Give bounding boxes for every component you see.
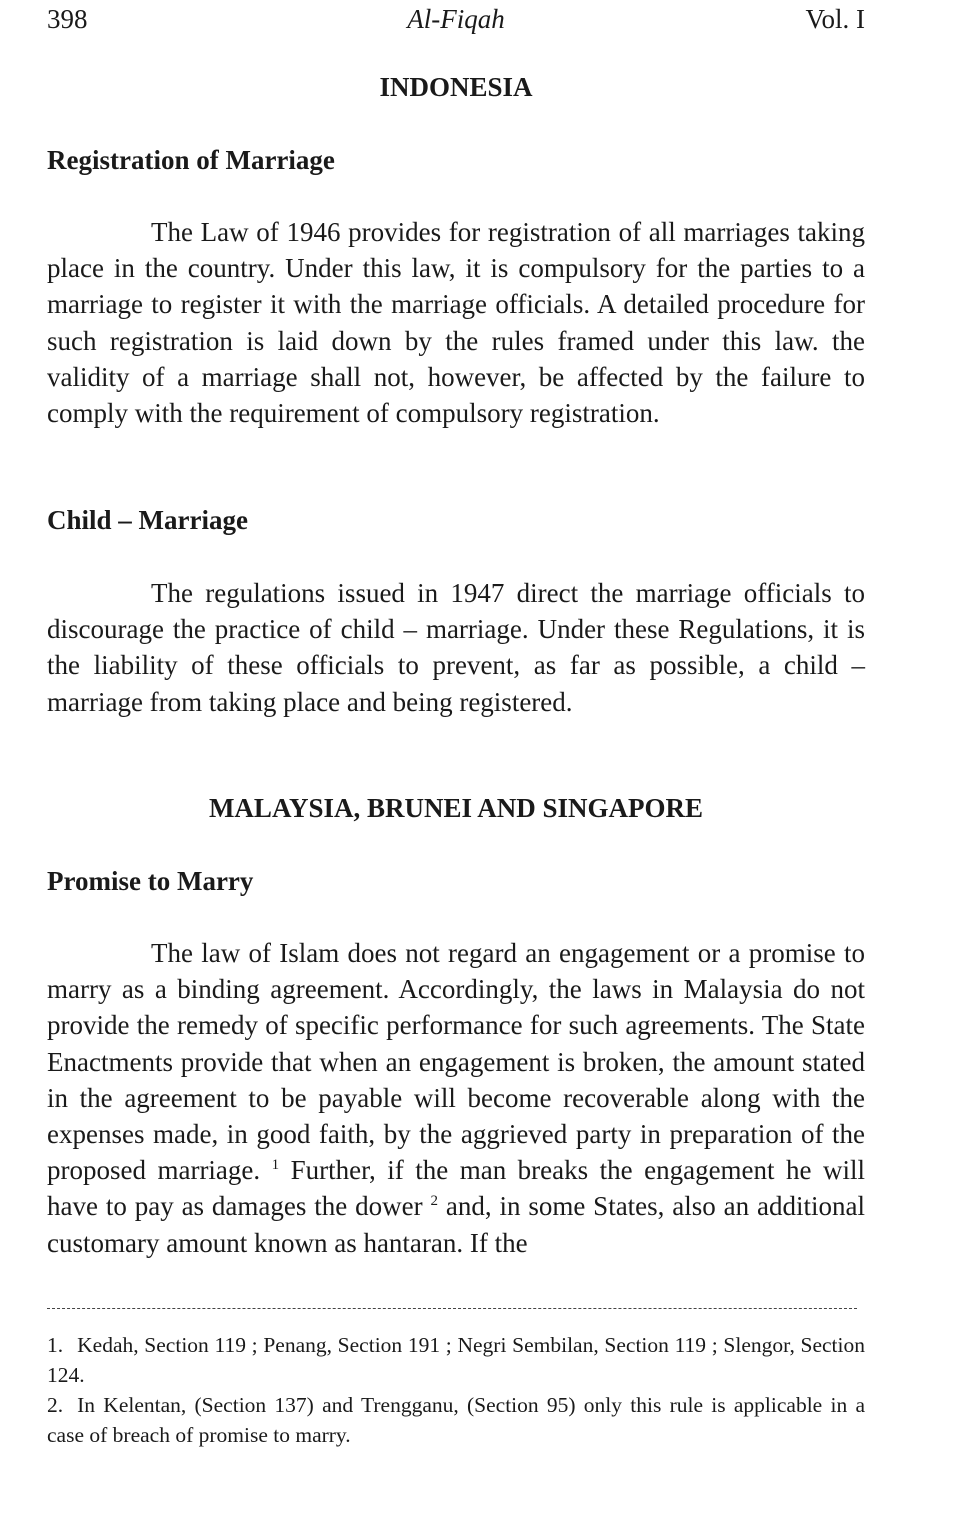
child-marriage-heading: Child – Marriage bbox=[47, 505, 248, 535]
footnote-text: Kedah, Section 119 ; Penang, Section 191 ; Negri Sembilan, Section 119 ; Slengor, Section 124. bbox=[47, 1333, 865, 1387]
running-head bbox=[47, 2, 865, 36]
footnote bbox=[47, 1390, 865, 1450]
footnote-ref-1[interactable]: 1 bbox=[271, 1157, 280, 1174]
volume-label: Vol. I bbox=[805, 4, 865, 34]
footnote-text: In Kelentan, (Section 137) and Trengganu, (Section 95) only this rule is applicable in a case of breach of promise to marry. bbox=[47, 1393, 865, 1447]
child-marriage-paragraph: The regulations issued in 1947 direct the marriage officials to discourage the practice of child – marriage. Under these Regulations, it is the liability of these officials to prevent, as far as possible, a child – marriage from taking place and being registered. bbox=[47, 578, 865, 717]
footnote-divider bbox=[47, 1308, 857, 1309]
footnote-ref-2[interactable]: 2 bbox=[430, 1193, 438, 1210]
footnote bbox=[47, 1330, 865, 1390]
footnotes bbox=[47, 1330, 865, 1450]
indonesia-heading: INDONESIA bbox=[379, 72, 533, 102]
promise-text-part-2: Further, if the man breaks the engagement he will have to pay as damages the dower bbox=[47, 1155, 865, 1222]
promise-text-part-3: and, in some States, also an additional customary amount known as hantaran. If the bbox=[47, 1191, 865, 1258]
footnote-number: 1. bbox=[47, 1333, 64, 1357]
registration-paragraph: The Law of 1946 provides for registration of all marriages taking place in the country. Under this law, it is compulsory for the parties to a marriage to register it with the marriage officials. A detailed procedure for such registration is laid down by the rules framed under this law. the validity of a marriage shall not, however, be affected by the failure to comply with the requirement of compulsory registration. bbox=[47, 217, 865, 429]
malaysia-heading: MALAYSIA, BRUNEI AND SINGAPORE bbox=[208, 793, 704, 823]
promise-text-part-1: The law of Islam does not regard an engagement or a promise to marry as a binding agreement. Accordingly, the laws in Malaysia do not provide the remedy of specific performance for such agreements. The State Enactments provide that when an engagement is broken, the amount stated in the agreement to be payable will become recoverable along with the expenses made, in good faith, by the aggrieved party in preparation of the proposed marriage. bbox=[47, 938, 865, 1186]
page-number: 398 bbox=[47, 4, 88, 34]
promise-paragraph bbox=[47, 935, 865, 1261]
registration-heading: Registration of Marriage bbox=[47, 145, 335, 175]
promise-heading: Promise to Marry bbox=[47, 866, 254, 896]
footnote-number: 2. bbox=[47, 1393, 64, 1417]
book-title: Al-Fiqah bbox=[407, 4, 505, 34]
